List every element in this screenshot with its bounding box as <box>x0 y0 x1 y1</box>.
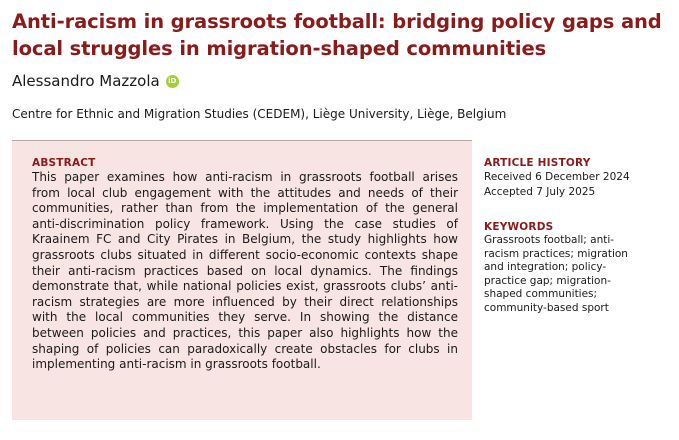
article-title: Anti-racism in grassroots football: bridging policy gaps and local struggles in migration-shaped communities <box>12 10 662 60</box>
article-sidebar <box>484 157 674 315</box>
abstract-heading: ABSTRACT <box>32 157 96 169</box>
keywords-list: Grassroots football; anti-racism practices; migration and integration; policy-practice gap; migration-shaped communities; community-based sport <box>484 234 628 314</box>
keywords <box>484 221 674 315</box>
author-row <box>12 71 179 91</box>
accepted-date: Accepted 7 July 2025 <box>484 186 596 198</box>
abstract-text: This paper examines how anti-racism in grassroots football arises from local club engagement with the attitudes and needs of their communities, rather than from the implementation of the general anti-discrimination policy framework. Using the case studies of Kraainem FC and City Pirates in Belgium, the study highlights how grassroots clubs situated in different socio-economic contexts shape their anti-racism practices based on local dynamics. The findings demonstrate that, while national policies exist, grassroots clubs’ anti-racism strategies are more influenced by their direct relationships with the local communities they serve. In showing the distance between policies and practices, this paper also highlights how the shaping of policies can paradoxically create obstacles for clubs in implementing anti-racism in grassroots football. <box>32 170 458 372</box>
abstract-box <box>12 140 472 420</box>
orcid-icon[interactable]: iD <box>166 75 179 88</box>
keywords-heading: KEYWORDS <box>484 221 554 233</box>
received-date: Received 6 December 2024 <box>484 171 630 183</box>
author-affiliation: Centre for Ethnic and Migration Studies (CEDEM), Liège University, Liège, Belgium <box>12 107 507 121</box>
author-name[interactable]: Alessandro Mazzola <box>12 72 160 90</box>
article-history <box>484 157 674 200</box>
article-history-heading: ARTICLE HISTORY <box>484 157 591 169</box>
